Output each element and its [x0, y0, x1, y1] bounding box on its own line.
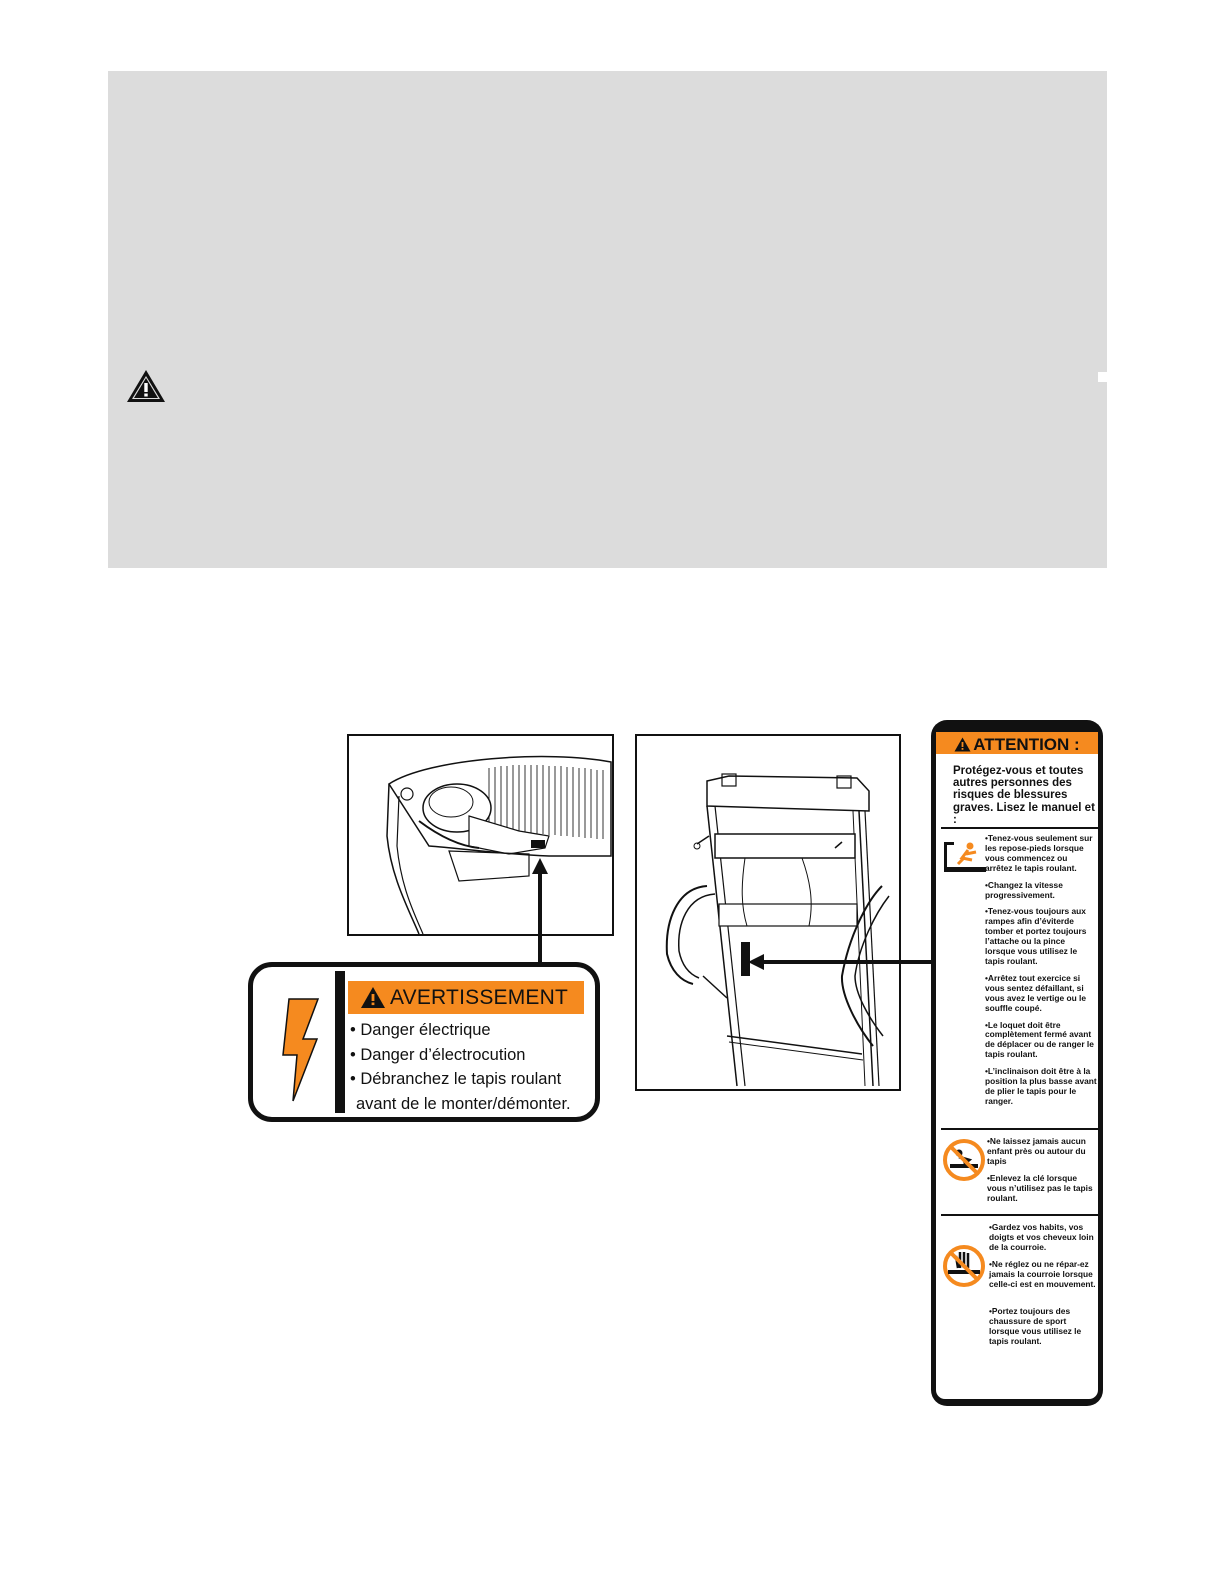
- attention-item: •Le loquet doit être complètement fermé avant de déplacer ou de ranger le tapis roulant.: [985, 1019, 1094, 1060]
- avertissement-line: avant de le monter/démonter.: [356, 1094, 571, 1113]
- avertissement-title: AVERTISSEMENT: [390, 985, 569, 1009]
- pointer-arrow-2: [748, 954, 932, 970]
- warning-triangle-icon: [360, 986, 386, 1009]
- warning-triangle-icon: [126, 369, 166, 403]
- motor-area-illustration: [347, 734, 614, 936]
- fall-hazard-icon: [942, 838, 988, 874]
- attention-section-2: [987, 1137, 1097, 1210]
- warning-panel: [108, 71, 1107, 568]
- attention-item: •Portez toujours des chaussure de sport lorsque vous utilisez le tapis roulant.: [989, 1306, 1082, 1347]
- avertissement-lines: [350, 1018, 571, 1116]
- avertissement-line: • Danger d’électrocution: [350, 1045, 526, 1064]
- attention-item: •Tenez-vous toujours aux rampes afin d’éviterde tomber et portez toujours l’attache ou la pince lorsque vous utilisez le tapis roulant.: [985, 906, 1087, 966]
- attention-section-3: [989, 1223, 1097, 1354]
- label-divider: [335, 971, 345, 1113]
- attention-item: •Arrêtez tout exercice si vous sentez défaillant, si vous avez le vertige ou le souffle coupé.: [985, 972, 1087, 1013]
- avertissement-line: • Danger électrique: [350, 1021, 491, 1039]
- avertissement-header: [348, 981, 584, 1014]
- attention-body: [936, 754, 1098, 1399]
- section-divider: [941, 1214, 1098, 1216]
- section-divider: [941, 827, 1098, 829]
- no-children-icon: [942, 1138, 986, 1182]
- attention-label: [931, 720, 1103, 1406]
- attention-item: •Changez la vitesse progressivement.: [985, 879, 1063, 900]
- pinch-hazard-icon: [942, 1244, 986, 1288]
- attention-item: •Ne laissez jamais aucun enfant près ou autour du tapis: [987, 1136, 1086, 1166]
- avertissement-line: • Débranchez le tapis roulant: [350, 1070, 562, 1088]
- attention-intro: Protégez-vous et toutes autres personnes des risques de blessures graves. Lisez le manuel et :: [953, 765, 1095, 826]
- attention-item: •Tenez-vous seulement sur les repose-pieds lorsque vous commencez ou arrêtez le tapis roulant.: [985, 833, 1093, 873]
- section-divider: [941, 1128, 1098, 1130]
- pointer-arrow-1: [530, 858, 550, 964]
- attention-section-1: [985, 834, 1097, 1114]
- attention-item: •Gardez vos habits, vos doigts et vos cheveux loin de la courroie.: [989, 1222, 1094, 1252]
- attention-item: •Ne réglez ou ne répar-ez jamais la courroie lorsque celle-ci est en mouvement.: [989, 1258, 1096, 1289]
- attention-item: •L’inclinaison doit être à la position la plus basse avant de plier le tapis pour le ranger.: [985, 1066, 1097, 1106]
- panel-notch: [1098, 372, 1110, 382]
- attention-item: •Enlevez la clé lorsque vous n’utilisez pas le tapis roulant.: [987, 1172, 1093, 1203]
- warning-triangle-icon: [954, 737, 971, 752]
- treadmill-illustration: [635, 734, 901, 1091]
- attention-title: ATTENTION :: [973, 734, 1080, 754]
- lightning-bolt-icon: [263, 973, 333, 1113]
- avertissement-label: [248, 962, 600, 1122]
